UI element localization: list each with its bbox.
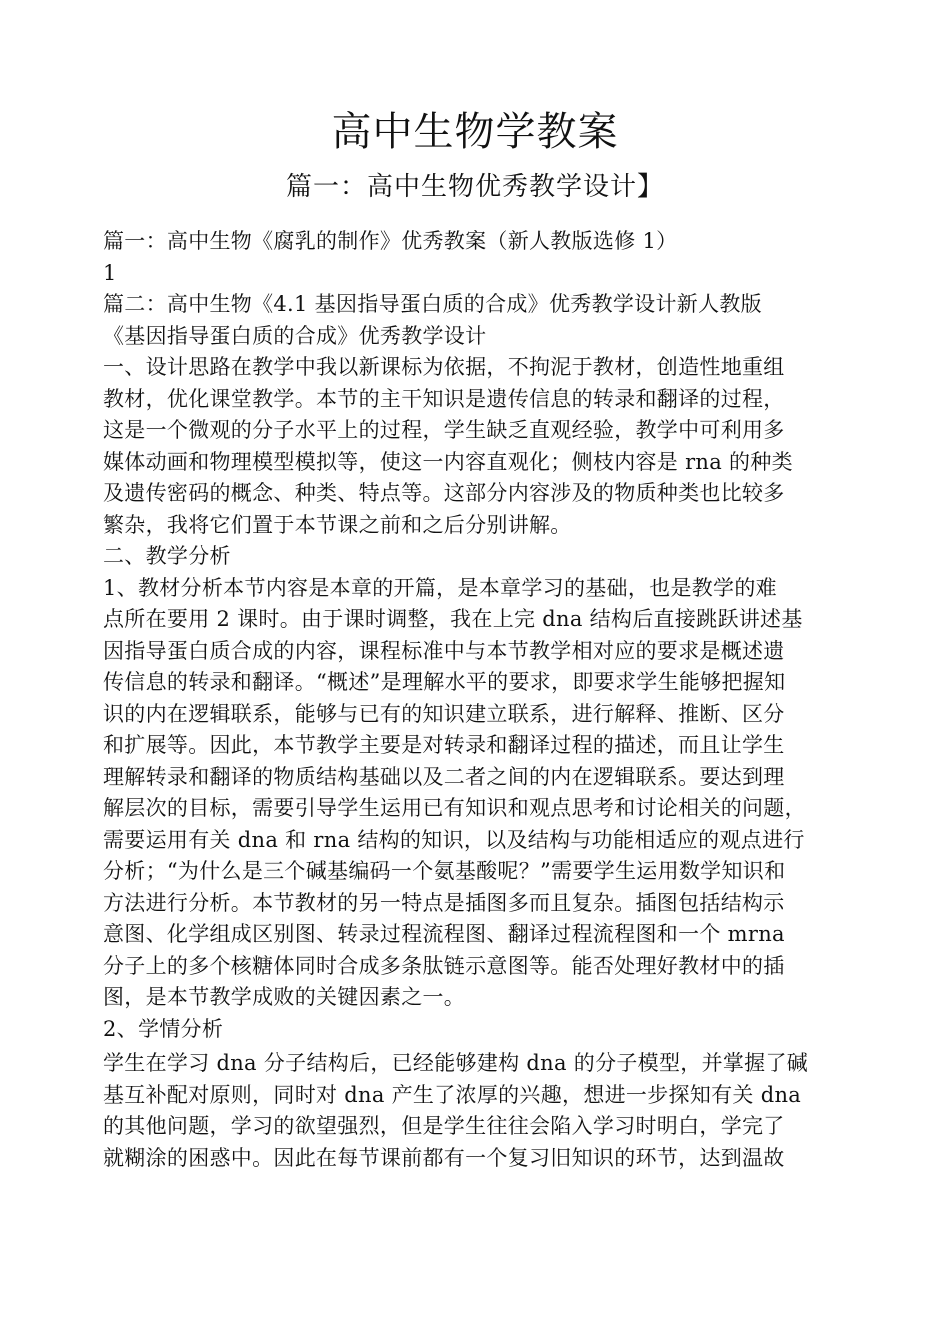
body-line: 就糊涂的困惑中。因此在每节课前都有一个复习旧知识的环节，达到温故 (103, 1145, 785, 1170)
body-line: 及遗传密码的概念、种类、特点等。这部分内容涉及的物质种类也比较多 (103, 481, 785, 505)
body-line: 分析；“为什么是三个碱基编码一个氨基酸呢？”需要学生运用数学知识和 (103, 859, 786, 883)
body-line: 的其他问题，学习的欲望强烈，但是学生往往会陷入学习时明白，学完了 (103, 1114, 785, 1138)
body-line: 一、设计思路在教学中我以新课标为依据，不拘泥于教材，创造性地重组 (103, 355, 785, 379)
body-line: 这是一个微观的分子水平上的过程，学生缺乏直观经验，教学中可利用多 (103, 418, 785, 442)
body-line: 篇一：高中生物《腐乳的制作》优秀教案（新人教版选修 1） (103, 229, 678, 253)
body-line: 点所在要用 2 课时。由于课时调整，我在上完 dna 结构后直接跳跃讲述基 (103, 607, 803, 631)
body-line: 意图、化学组成区别图、转录过程流程图、翻译过程流程图和一个 mrna (103, 922, 785, 946)
body-line: 篇二：高中生物《4.1 基因指导蛋白质的合成》优秀教学设计新人教版 (103, 292, 762, 316)
body-line: 《基因指导蛋白质的合成》优秀教学设计 (103, 323, 487, 348)
body-line: 分子上的多个核糖体同时合成多条肽链示意图等。能否处理好教材中的插 (103, 953, 785, 978)
document-title: 高中生物学教案 (331, 109, 619, 155)
body-line: 1、教材分析本节内容是本章的开篇，是本章学习的基础，也是教学的难 (103, 575, 777, 600)
body-line: 识的内在逻辑联系，能够与已有的知识建立联系，进行解释、推断、区分 (103, 701, 785, 726)
section-heading: 二、教学分析 (103, 544, 231, 568)
body-line: 图，是本节教学成败的关键因素之一。 (103, 985, 466, 1009)
body-text-main (103, 226, 863, 1045)
body-line: 教材，优化课堂教学。本节的主干知识是遗传信息的转录和翻译的过程， (103, 386, 785, 411)
body-line: 媒体动画和物理模型模拟等，使这一内容直观化；侧枝内容是 rna 的种类 (103, 449, 793, 474)
body-line: 解层次的目标，需要引导学生运用已有知识和观点思考和讨论相关的问题， (103, 796, 806, 820)
body-line: 1 (103, 260, 117, 285)
body-line: 基互补配对原则，同时对 dna 产生了浓厚的兴趣，想进一步探知有关 dna (103, 1082, 802, 1107)
body-line: 方法进行分析。本节教材的另一特点是插图多而且复杂。插图包括结构示 (103, 890, 785, 915)
body-line: 繁杂，我将它们置于本节课之前和之后分别讲解。 (103, 512, 572, 537)
document-subtitle: 篇一：高中生物优秀教学设计】 (285, 172, 664, 202)
body-line: 和扩展等。因此，本节教学主要是对转录和翻译过程的描述，而且让学生 (103, 733, 785, 757)
body-text-continued (103, 1048, 863, 1174)
body-line: 因指导蛋白质合成的内容，课程标准中与本节教学相对应的要求是概述遗 (103, 638, 785, 663)
section-heading: 2、学情分析 (103, 1016, 224, 1041)
body-line: 传信息的转录和翻译。“概述”是理解水平的要求，即要求学生能够把握知 (103, 670, 786, 694)
body-line: 学生在学习 dna 分子结构后，已经能够建构 dna 的分子模型，并掌握了碱 (103, 1051, 809, 1075)
body-line: 需要运用有关 dna 和 rna 结构的知识，以及结构与功能相适应的观点进行 (103, 827, 805, 852)
body-line: 理解转录和翻译的物质结构基础以及二者之间的内在逻辑联系。要达到理 (103, 764, 785, 789)
